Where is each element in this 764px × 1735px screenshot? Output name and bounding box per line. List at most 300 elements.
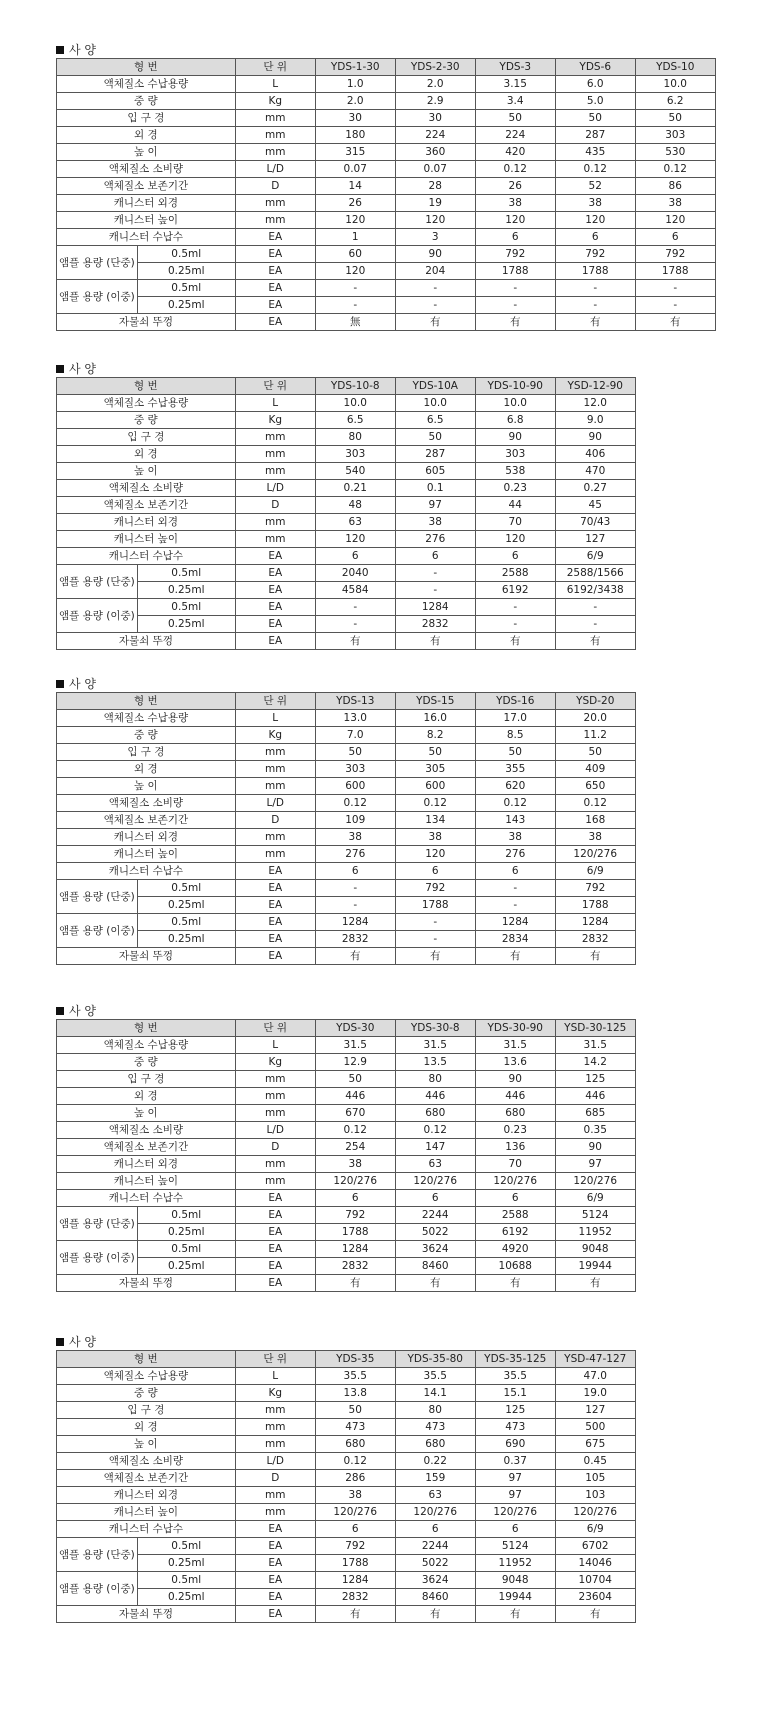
row-value: 有: [475, 633, 555, 650]
row-value: 26: [475, 178, 555, 195]
ampoule-size: 0.25ml: [137, 582, 235, 599]
row-value: -: [635, 280, 715, 297]
row-value: 1284: [555, 914, 635, 931]
ampoule-size: 0.5ml: [137, 1538, 235, 1555]
row-value: 8460: [395, 1258, 475, 1275]
row-value: 10704: [555, 1572, 635, 1589]
row-label: 캐니스터 외경: [57, 195, 236, 212]
table-row: [57, 178, 716, 195]
spec-table: [56, 1350, 636, 1623]
row-value: 287: [395, 446, 475, 463]
row-label: 자물쇠 뚜껑: [57, 633, 236, 650]
row-unit: mm: [235, 1105, 315, 1122]
row-label: 캐니스터 외경: [57, 829, 236, 846]
row-unit: EA: [235, 1606, 315, 1623]
row-unit: EA: [235, 565, 315, 582]
header-unit: 단 위: [235, 378, 315, 395]
row-value: 530: [635, 144, 715, 161]
row-value: 80: [315, 429, 395, 446]
row-unit: L: [235, 710, 315, 727]
row-value: 6: [475, 863, 555, 880]
table-row: [57, 1555, 636, 1572]
ampoule-size: 0.25ml: [137, 297, 235, 314]
row-value: 0.12: [315, 1453, 395, 1470]
row-label: 액체질소 수납용량: [57, 710, 236, 727]
row-value: 6: [475, 1190, 555, 1207]
row-label: 자물쇠 뚜껑: [57, 314, 236, 331]
row-value: 0.37: [475, 1453, 555, 1470]
table-row: [57, 1156, 636, 1173]
row-label: 외 경: [57, 446, 236, 463]
row-value: 2040: [315, 565, 395, 582]
row-label: 캐니스터 수납수: [57, 1521, 236, 1538]
row-value: 120: [475, 531, 555, 548]
row-value: 675: [555, 1436, 635, 1453]
row-value: 315: [315, 144, 395, 161]
row-value: 792: [315, 1207, 395, 1224]
table-row: [57, 480, 636, 497]
row-label: 높 이: [57, 144, 236, 161]
row-unit: Kg: [235, 412, 315, 429]
table-row: [57, 1088, 636, 1105]
table-row: [57, 931, 636, 948]
row-value: 50: [395, 744, 475, 761]
row-value: 86: [635, 178, 715, 195]
row-unit: EA: [235, 1241, 315, 1258]
row-unit: EA: [235, 548, 315, 565]
ampoule-size: 0.25ml: [137, 1258, 235, 1275]
ampoule-size: 0.5ml: [137, 246, 235, 263]
row-value: 2832: [315, 1258, 395, 1275]
table-row: [57, 1241, 636, 1258]
row-label: 액체질소 소비량: [57, 795, 236, 812]
row-value: 2244: [395, 1207, 475, 1224]
row-value: 792: [555, 246, 635, 263]
row-unit: EA: [235, 1572, 315, 1589]
row-value: 19944: [555, 1258, 635, 1275]
row-value: 90: [555, 1139, 635, 1156]
row-value: 254: [315, 1139, 395, 1156]
ampoule-size: 0.5ml: [137, 1207, 235, 1224]
table-row: [57, 531, 636, 548]
row-value: 0.23: [475, 1122, 555, 1139]
row-value: 1788: [555, 897, 635, 914]
row-value: 47.0: [555, 1368, 635, 1385]
row-value: 31.5: [475, 1037, 555, 1054]
row-value: -: [475, 599, 555, 616]
row-value: 286: [315, 1470, 395, 1487]
row-value: 6: [315, 548, 395, 565]
row-value: 有: [475, 948, 555, 965]
row-label: 액체질소 수납용량: [57, 1037, 236, 1054]
row-value: 168: [555, 812, 635, 829]
row-value: 有: [315, 633, 395, 650]
row-value: -: [555, 280, 635, 297]
table-row: [57, 1037, 636, 1054]
row-value: 792: [555, 880, 635, 897]
row-value: 15.1: [475, 1385, 555, 1402]
row-value: 有: [315, 948, 395, 965]
row-unit: D: [235, 1470, 315, 1487]
table-row: [57, 1122, 636, 1139]
row-value: 446: [315, 1088, 395, 1105]
row-value: -: [475, 897, 555, 914]
header-unit: 단 위: [235, 1020, 315, 1037]
row-value: 13.5: [395, 1054, 475, 1071]
row-value: 4584: [315, 582, 395, 599]
row-label: 액체질소 보존기간: [57, 1470, 236, 1487]
row-value: 690: [475, 1436, 555, 1453]
row-value: 38: [395, 829, 475, 846]
row-value: 6702: [555, 1538, 635, 1555]
table-row: [57, 246, 716, 263]
row-value: 276: [475, 846, 555, 863]
row-value: 63: [315, 514, 395, 531]
row-value: 103: [555, 1487, 635, 1504]
row-value: 90: [395, 246, 475, 263]
table-row: [57, 1258, 636, 1275]
row-value: 3.4: [475, 93, 555, 110]
row-value: 1284: [395, 599, 475, 616]
row-value: 97: [395, 497, 475, 514]
row-label: 입 구 경: [57, 1071, 236, 1088]
table-row: [57, 1572, 636, 1589]
table-row: [57, 161, 716, 178]
table-row: [57, 1436, 636, 1453]
row-value: 10.0: [315, 395, 395, 412]
row-value: 303: [635, 127, 715, 144]
row-value: 303: [315, 446, 395, 463]
row-value: 1284: [315, 914, 395, 931]
row-value: 1: [315, 229, 395, 246]
table-row: [57, 795, 636, 812]
row-value: 38: [555, 829, 635, 846]
row-value: 105: [555, 1470, 635, 1487]
row-value: -: [635, 297, 715, 314]
row-value: 11952: [555, 1224, 635, 1241]
table-row: [57, 914, 636, 931]
row-value: 473: [395, 1419, 475, 1436]
row-unit: EA: [235, 616, 315, 633]
row-value: 680: [395, 1436, 475, 1453]
row-value: 0.12: [315, 795, 395, 812]
row-unit: mm: [235, 761, 315, 778]
row-value: 159: [395, 1470, 475, 1487]
row-value: 134: [395, 812, 475, 829]
table-row: [57, 1275, 636, 1292]
header-model-name: YDS-15: [395, 693, 475, 710]
row-value: 2832: [395, 616, 475, 633]
row-value: 670: [315, 1105, 395, 1122]
row-value: 60: [315, 246, 395, 263]
row-label: 액체질소 수납용량: [57, 76, 236, 93]
section-title-text: 사 양: [69, 1335, 96, 1349]
row-value: 224: [475, 127, 555, 144]
row-value: 120/276: [555, 1504, 635, 1521]
row-value: 540: [315, 463, 395, 480]
row-value: 409: [555, 761, 635, 778]
row-value: 276: [395, 531, 475, 548]
row-unit: L/D: [235, 480, 315, 497]
row-unit: EA: [235, 1275, 315, 1292]
row-unit: L: [235, 1037, 315, 1054]
row-unit: mm: [235, 829, 315, 846]
table-row: [57, 263, 716, 280]
row-unit: D: [235, 812, 315, 829]
row-value: 10688: [475, 1258, 555, 1275]
row-value: 2832: [315, 1589, 395, 1606]
header-model-name: YSD-20: [555, 693, 635, 710]
row-value: 0.27: [555, 480, 635, 497]
row-value: 470: [555, 463, 635, 480]
ampoule-size: 0.25ml: [137, 1589, 235, 1606]
row-value: 143: [475, 812, 555, 829]
row-value: 17.0: [475, 710, 555, 727]
row-unit: D: [235, 497, 315, 514]
table-row: [57, 880, 636, 897]
row-value: 6: [315, 1521, 395, 1538]
row-value: 無: [315, 314, 395, 331]
row-value: -: [395, 582, 475, 599]
row-value: 50: [315, 1071, 395, 1088]
row-unit: EA: [235, 1538, 315, 1555]
row-value: 287: [555, 127, 635, 144]
row-unit: EA: [235, 599, 315, 616]
row-unit: mm: [235, 1173, 315, 1190]
row-value: 有: [555, 948, 635, 965]
row-value: 109: [315, 812, 395, 829]
row-value: 有: [395, 948, 475, 965]
table-row: [57, 812, 636, 829]
row-value: 600: [395, 778, 475, 795]
row-value: 14046: [555, 1555, 635, 1572]
row-value: 2834: [475, 931, 555, 948]
row-value: 3.15: [475, 76, 555, 93]
row-label: 외 경: [57, 1419, 236, 1436]
row-value: 50: [475, 110, 555, 127]
row-value: 35.5: [315, 1368, 395, 1385]
row-value: 有: [395, 633, 475, 650]
row-value: 有: [395, 1275, 475, 1292]
row-unit: mm: [235, 429, 315, 446]
row-value: 2.0: [395, 76, 475, 93]
row-unit: mm: [235, 514, 315, 531]
row-value: 45: [555, 497, 635, 514]
row-value: 4920: [475, 1241, 555, 1258]
row-unit: EA: [235, 263, 315, 280]
table-row: [57, 1589, 636, 1606]
row-value: 31.5: [555, 1037, 635, 1054]
table-row: [57, 1402, 636, 1419]
row-label: 액체질소 수납용량: [57, 1368, 236, 1385]
row-label: 캐니스터 높이: [57, 1504, 236, 1521]
row-value: 5124: [475, 1538, 555, 1555]
row-value: 120: [635, 212, 715, 229]
table-row: [57, 863, 636, 880]
row-value: 20.0: [555, 710, 635, 727]
row-value: 14: [315, 178, 395, 195]
row-value: 有: [395, 314, 475, 331]
table-row: [57, 1606, 636, 1623]
row-value: 120/276: [475, 1504, 555, 1521]
row-value: 1788: [635, 263, 715, 280]
row-value: 125: [475, 1402, 555, 1419]
table-row: [57, 616, 636, 633]
row-value: 6192: [475, 1224, 555, 1241]
row-value: -: [555, 599, 635, 616]
row-value: 680: [395, 1105, 475, 1122]
row-value: 8.2: [395, 727, 475, 744]
row-value: 12.9: [315, 1054, 395, 1071]
row-value: 97: [475, 1487, 555, 1504]
row-label: 중 량: [57, 412, 236, 429]
table-row: [57, 514, 636, 531]
ampoule-size: 0.25ml: [137, 1224, 235, 1241]
row-unit: EA: [235, 246, 315, 263]
table-row: [57, 1105, 636, 1122]
row-unit: mm: [235, 1402, 315, 1419]
row-value: 355: [475, 761, 555, 778]
row-unit: EA: [235, 1190, 315, 1207]
row-value: 0.12: [475, 795, 555, 812]
row-value: 120: [475, 212, 555, 229]
row-value: 120/276: [315, 1173, 395, 1190]
row-label: 액체질소 보존기간: [57, 178, 236, 195]
row-value: 有: [315, 1275, 395, 1292]
row-value: 10.0: [635, 76, 715, 93]
header-model-name: YDS-10-8: [315, 378, 395, 395]
row-value: 6192: [475, 582, 555, 599]
row-value: -: [555, 297, 635, 314]
row-value: 620: [475, 778, 555, 795]
spec-table: [56, 1019, 636, 1292]
ampoule-label: 앰플 용량 (단중): [57, 565, 138, 599]
row-unit: EA: [235, 633, 315, 650]
row-label: 외 경: [57, 761, 236, 778]
row-value: 6/9: [555, 1521, 635, 1538]
row-value: -: [395, 931, 475, 948]
row-value: 435: [555, 144, 635, 161]
row-value: 446: [395, 1088, 475, 1105]
table-row: [57, 1071, 636, 1088]
table-row: [57, 1224, 636, 1241]
table-row: [57, 1173, 636, 1190]
row-value: 1788: [555, 263, 635, 280]
row-unit: mm: [235, 1088, 315, 1105]
row-value: 147: [395, 1139, 475, 1156]
row-value: 44: [475, 497, 555, 514]
row-value: 1788: [475, 263, 555, 280]
row-value: 38: [315, 829, 395, 846]
row-unit: mm: [235, 1487, 315, 1504]
table-row: [57, 497, 636, 514]
header-model-name: YDS-10-90: [475, 378, 555, 395]
row-label: 높 이: [57, 1436, 236, 1453]
row-value: 538: [475, 463, 555, 480]
row-value: -: [315, 599, 395, 616]
ampoule-label: 앰플 용량 (단중): [57, 880, 138, 914]
row-unit: L: [235, 76, 315, 93]
row-value: 120: [315, 263, 395, 280]
row-unit: mm: [235, 127, 315, 144]
header-unit: 단 위: [235, 693, 315, 710]
table-row: [57, 280, 716, 297]
row-value: 6/9: [555, 548, 635, 565]
row-label: 캐니스터 수납수: [57, 863, 236, 880]
row-value: 6/9: [555, 863, 635, 880]
row-value: 80: [395, 1402, 475, 1419]
row-value: 6192/3438: [555, 582, 635, 599]
row-value: 19.0: [555, 1385, 635, 1402]
header-model-name: YDS-16: [475, 693, 555, 710]
row-value: 224: [395, 127, 475, 144]
ampoule-label: 앰플 용량 (이중): [57, 1572, 138, 1606]
row-value: -: [475, 616, 555, 633]
row-value: 1788: [395, 897, 475, 914]
row-value: 30: [395, 110, 475, 127]
row-value: 136: [475, 1139, 555, 1156]
row-value: 0.21: [315, 480, 395, 497]
row-value: 90: [475, 1071, 555, 1088]
row-value: 30: [315, 110, 395, 127]
row-value: 9048: [555, 1241, 635, 1258]
row-value: 10.0: [395, 395, 475, 412]
row-value: 600: [315, 778, 395, 795]
table-row: [57, 93, 716, 110]
row-value: -: [395, 565, 475, 582]
row-value: 125: [555, 1071, 635, 1088]
table-row: [57, 1538, 636, 1555]
row-unit: mm: [235, 1156, 315, 1173]
row-label: 자물쇠 뚜껑: [57, 948, 236, 965]
row-unit: Kg: [235, 93, 315, 110]
row-unit: mm: [235, 144, 315, 161]
header-model-name: YDS-35-125: [475, 1351, 555, 1368]
row-label: 캐니스터 높이: [57, 1173, 236, 1190]
row-value: 6.8: [475, 412, 555, 429]
row-unit: EA: [235, 1555, 315, 1572]
table-header-row: [57, 1020, 636, 1037]
row-value: 500: [555, 1419, 635, 1436]
row-label: 입 구 경: [57, 110, 236, 127]
table-row: [57, 761, 636, 778]
header-model: 형 번: [57, 1020, 236, 1037]
row-value: 420: [475, 144, 555, 161]
table-row: [57, 1207, 636, 1224]
row-value: 204: [395, 263, 475, 280]
header-model-name: YDS-30-90: [475, 1020, 555, 1037]
row-value: 90: [555, 429, 635, 446]
table-header-row: [57, 378, 636, 395]
table-row: [57, 1521, 636, 1538]
table-header-row: [57, 693, 636, 710]
row-label: 높 이: [57, 1105, 236, 1122]
row-value: 0.23: [475, 480, 555, 497]
row-value: 120/276: [555, 1173, 635, 1190]
section-title-text: 사 양: [69, 362, 96, 376]
row-value: 0.12: [315, 1122, 395, 1139]
table-row: [57, 229, 716, 246]
row-value: 6: [475, 229, 555, 246]
row-unit: Kg: [235, 727, 315, 744]
row-value: 0.45: [555, 1453, 635, 1470]
row-unit: EA: [235, 280, 315, 297]
ampoule-size: 0.25ml: [137, 931, 235, 948]
header-unit: 단 위: [235, 59, 315, 76]
row-value: 31.5: [395, 1037, 475, 1054]
row-label: 캐니스터 높이: [57, 212, 236, 229]
row-value: 50: [555, 744, 635, 761]
